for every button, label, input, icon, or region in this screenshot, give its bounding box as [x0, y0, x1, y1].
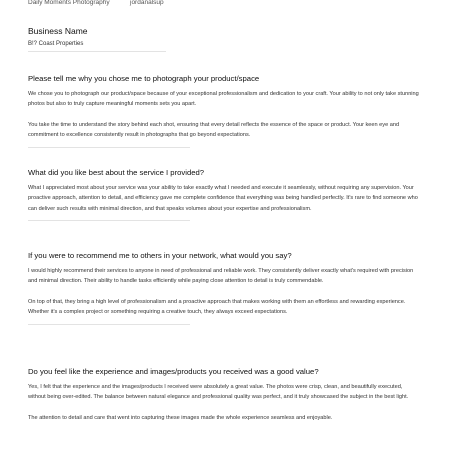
username: jordanalsup [130, 0, 164, 6]
divider [28, 220, 190, 221]
question-title: What did you like best about the service I provided? [28, 168, 205, 177]
answer-paragraph: What I appreciated most about your service was your ability to take exactly what I needed and execute it seamlessly, without requiring any supervision. Your proactive approach, attention to detail, and efficiency gave me complete confidence that everything was being handled perfectly. It's rare to find someone who can deliver such results with minimal direction, and that speaks volumes about your expertise and professionalism. [28, 185, 418, 212]
question-block-liked-best [28, 168, 420, 221]
question-title: If you were to recommend me to others in your network, what would you say? [28, 251, 292, 260]
business-name-label: Business Name [28, 26, 88, 36]
business-name-value: B!? Coast Properties [28, 41, 84, 47]
divider [28, 324, 190, 325]
answer-paragraph: I would highly recommend their services to anyone in need of professional and reliable work. They consistently deliver exactly what's required with precision and minimal direction. Their ability to handle tasks efficiently while paying close attention to detail is truly commendable. [28, 268, 414, 285]
divider [28, 51, 166, 52]
divider [28, 147, 190, 148]
brand-name: Daily Moments Photography [28, 0, 110, 6]
question-title: Do you feel like the experience and images/products you received was a good value? [28, 367, 319, 376]
question-block-good-value [28, 367, 420, 423]
answer-paragraph: Yes, I felt that the experience and the images/products I received were absolutely a great value. The photos were crisp, clean, and beautifully executed, without being over-edited. The balance between natural elegance and professional quality was perfect, and it truly showcased the subject in the best light. [28, 384, 409, 401]
question-title: Please tell me why you chose me to photograph your product/space [28, 74, 260, 83]
question-block-recommend [28, 251, 420, 325]
answer-paragraph: You take the time to understand the story behind each shot, ensuring that every detail reflects the essence of the space or product. Your keen eye and commitment to excellence consistently result in photographs that go beyond expectations. [28, 121, 400, 139]
answer-paragraph: The attention to detail and care that went into capturing these images made the whole experience seamless and enjoyable. [28, 414, 333, 421]
answer-paragraph: On top of that, they bring a high level of professionalism and a proactive approach that makes working with them an effortless and rewarding experience. Whether it's a complex project or something requiring a creative touch, they always exceed expectations. [28, 298, 406, 316]
answer-paragraph: We chose you to photograph our product/space because of your exceptional professionalism and dedication to your craft. Your ability to not only take stunning photos but also to truly capture meaningful moments sets you apart. [28, 91, 419, 108]
question-block-why-chose [28, 74, 420, 148]
